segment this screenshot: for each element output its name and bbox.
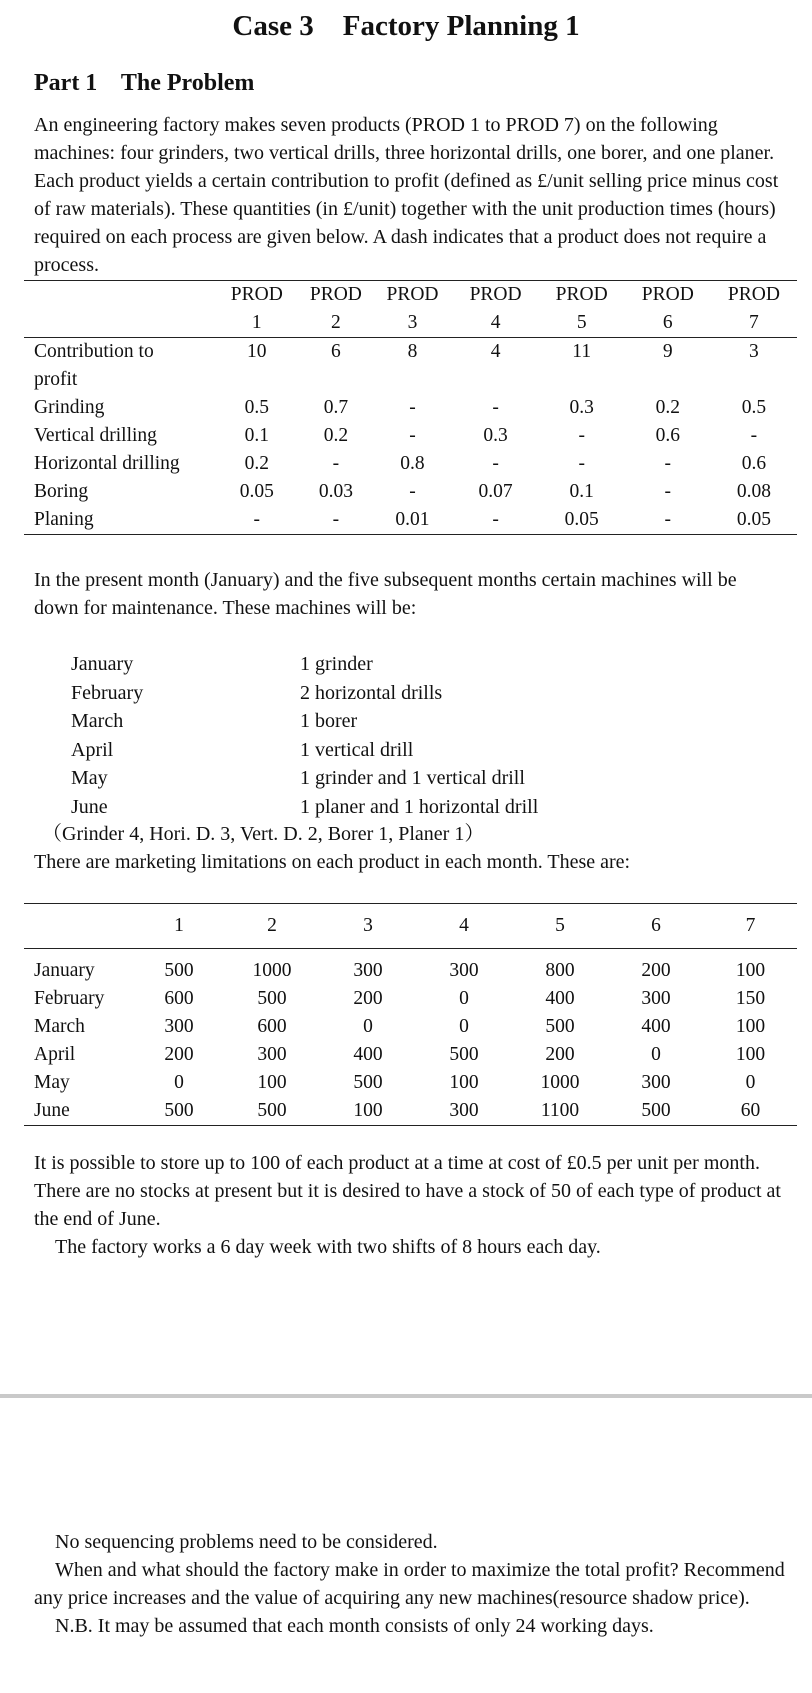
table-cell: 500 (353, 1072, 383, 1093)
table-cell: 0.8 (400, 453, 425, 474)
table-cell: 100 (735, 1016, 766, 1037)
part-heading: Part 1 The Problem (34, 70, 255, 96)
table-cell: 0.7 (323, 397, 349, 418)
maintenance-month: January (71, 653, 134, 675)
intro-paragraph: An engineering factory makes seven products (PROD 1 to PROD 7) on the following machines: four grinders, two vertical drills, three horizontal drills, one borer, and one planer. Each product yields a certain contribution to profit (defined as £/unit selling price minus cost of raw materials). These quantities (in £/unit) together with the unit production times (hours) required on each process are given below. A dash indicates that a product does not require a process. (34, 114, 779, 276)
table-cell: 500 (224, 1097, 320, 1126)
row-month: February (34, 988, 105, 1009)
table-cell: - (578, 425, 585, 446)
table-cell: 0.08 (736, 481, 771, 502)
table-cell: - (214, 506, 299, 535)
table-cell: - (625, 506, 711, 535)
case-title: Case 3 Factory Planning 1 (232, 10, 580, 42)
maintenance-machines: 1 borer (300, 710, 358, 732)
table-cell: 10 (247, 341, 267, 362)
table-row (24, 1041, 797, 1069)
header-prod: PROD (214, 281, 299, 310)
table-cell: - (492, 453, 499, 474)
header-prod-number: 7 (711, 309, 797, 338)
table-cell: 500 (257, 988, 287, 1009)
table-cell: 0.01 (372, 506, 452, 535)
table-cell: - (664, 481, 672, 502)
maintenance-month: June (71, 795, 108, 818)
table-cell: 0.1 (244, 425, 269, 446)
table-cell: 0.2 (323, 425, 349, 446)
table-cell: 0.05 (711, 506, 797, 535)
table-cell: - (332, 453, 340, 474)
table-row (24, 985, 797, 1013)
table-cell: 0 (459, 1016, 469, 1037)
header-product: 7 (704, 904, 797, 949)
table-cell: 600 (164, 988, 194, 1009)
header-prod: PROD (453, 281, 539, 310)
table-cell: 500 (449, 1044, 479, 1065)
table-cell: 0.05 (239, 481, 274, 502)
table-cell: 0.03 (318, 481, 353, 502)
maintenance-month: March (71, 710, 124, 732)
question-paragraph: When and what should the factory make in order to maximize the total profit? Recommend any price increases and the value of acquiring any new machines(resource shadow price). (34, 1559, 785, 1609)
table-cell: 300 (449, 960, 479, 981)
table-cell: 200 (641, 960, 671, 981)
table-cell: 1000 (540, 1072, 580, 1093)
table-cell: 100 (735, 1044, 766, 1065)
storage-section (34, 1149, 786, 1261)
table-cell: 300 (416, 1097, 512, 1126)
header-prod: PROD (299, 281, 372, 310)
table-cell: 500 (545, 1016, 575, 1037)
header-product: 5 (512, 904, 608, 949)
table-cell: 0.2 (244, 453, 269, 474)
table-cell: 8 (407, 341, 418, 362)
row-label: Boring (34, 481, 89, 502)
table-cell: 100 (449, 1072, 479, 1093)
header-prod-number: 1 (214, 309, 299, 338)
table-cell: 600 (257, 1016, 287, 1037)
table-cell: 400 (353, 1044, 383, 1065)
table-cell: 200 (353, 988, 383, 1009)
header-prod-number: 4 (453, 309, 539, 338)
table-cell: 150 (735, 988, 766, 1009)
row-month: May (34, 1072, 70, 1093)
row-label: Vertical drilling (34, 425, 157, 446)
table-row (24, 338, 797, 395)
header-prod-number: 2 (299, 309, 372, 338)
table-cell: 0.2 (655, 397, 680, 418)
table-cell: 0.07 (478, 481, 513, 502)
header-prod: PROD (539, 281, 625, 310)
table-cell: 0.6 (741, 453, 767, 474)
table-cell: 1000 (252, 960, 292, 981)
header-corner (24, 309, 214, 338)
table-cell: 500 (134, 1097, 224, 1126)
table-cell: 3 (749, 341, 759, 362)
table-row (24, 506, 797, 535)
header-product: 3 (320, 904, 416, 949)
header-prod: PROD (372, 281, 452, 310)
table-cell: 800 (545, 960, 575, 981)
header-prod: PROD (711, 281, 797, 310)
header-product: 4 (416, 904, 512, 949)
page-divider (0, 1394, 812, 1398)
row-month: April (34, 1044, 76, 1065)
header-prod-number: 5 (539, 309, 625, 338)
table-cell: 500 (608, 1097, 704, 1126)
sequencing-note: No sequencing problems need to be considered. (55, 1531, 438, 1553)
table-header-row (24, 904, 797, 949)
row-month: March (34, 1016, 85, 1037)
table-cell: 0 (651, 1044, 661, 1065)
table-row (24, 422, 797, 450)
header-corner (24, 904, 134, 949)
table-cell: 0.3 (483, 425, 508, 446)
table-cell: 100 (320, 1097, 416, 1126)
table-cell: 300 (353, 960, 383, 981)
table-cell: 200 (164, 1044, 194, 1065)
table-cell: 0.1 (569, 481, 594, 502)
table-row (24, 394, 797, 422)
header-prod-number: 3 (372, 309, 452, 338)
maintenance-month: February (71, 681, 144, 704)
table-row (24, 1013, 797, 1041)
table-cell: 9 (662, 341, 673, 362)
capacity-note: （Grinder 4, Hori. D. 3, Vert. D. 2, Borer 1, Planer 1） (42, 823, 485, 845)
table-row (24, 478, 797, 506)
header-prod-number: 6 (625, 309, 711, 338)
table-cell: 100 (735, 960, 766, 981)
row-label: Horizontal drilling (34, 453, 180, 474)
table-cell: 300 (641, 1072, 671, 1093)
row-label: Planing (24, 506, 214, 535)
table-cell: 300 (164, 1016, 194, 1037)
table-cell: 0.5 (244, 397, 269, 418)
storage-paragraph: It is possible to store up to 100 of each product at a time at cost of £0.5 per unit per month. There are no stocks at present but it is desired to have a stock of 50 of each type of product at the end of June. (34, 1152, 781, 1230)
table-cell: - (750, 425, 758, 446)
table-row (24, 1097, 797, 1126)
shifts-paragraph: The factory works a 6 day week with two shifts of 8 hours each day. (55, 1236, 601, 1258)
table-cell: 0 (174, 1072, 184, 1093)
table-cell: 0 (363, 1016, 373, 1037)
table-cell: - (409, 481, 416, 502)
table-cell: 4 (490, 341, 501, 362)
table-row (24, 949, 797, 986)
maintenance-month: April (71, 738, 114, 761)
table-cell: 0.5 (741, 397, 767, 418)
row-label: Grinding (34, 397, 105, 418)
table-cell: - (409, 425, 416, 446)
header-product: 2 (224, 904, 320, 949)
product-requirements-table (24, 280, 797, 535)
table-cell: 1100 (512, 1097, 608, 1126)
row-label: Contribution to profit (34, 341, 154, 390)
table-cell: 400 (641, 1016, 671, 1037)
marketing-limits-table (24, 903, 797, 1126)
table-cell: 300 (641, 988, 671, 1009)
table-cell: 0 (459, 988, 469, 1009)
table-row (24, 1069, 797, 1097)
table-cell: 400 (545, 988, 575, 1009)
maintenance-machines: 1 grinder (300, 653, 373, 675)
maintenance-machines: 1 planer and 1 horizontal drill (300, 795, 539, 818)
table-header-row (24, 309, 797, 338)
marketing-intro: There are marketing limitations on each product in each month. These are: (34, 851, 631, 873)
header-product: 1 (134, 904, 224, 949)
maintenance-machines: 1 grinder and 1 vertical drill (300, 767, 525, 789)
table-cell: 0.3 (569, 397, 594, 418)
maintenance-month: May (71, 767, 108, 789)
table-cell: 6 (331, 341, 341, 362)
table-cell: 300 (257, 1044, 287, 1065)
question-section (34, 1528, 786, 1640)
header-product: 6 (608, 904, 704, 949)
row-month: January (34, 960, 95, 981)
table-cell: 100 (257, 1072, 287, 1093)
table-cell: 60 (704, 1097, 797, 1126)
row-month: June (24, 1097, 134, 1126)
table-cell: 0.05 (539, 506, 625, 535)
table-cell: - (492, 397, 499, 418)
table-cell: 200 (545, 1044, 575, 1065)
table-cell: 500 (164, 960, 194, 981)
table-cell: - (664, 453, 672, 474)
header-corner (24, 281, 214, 310)
maintenance-machines: 2 horizontal drills (300, 681, 443, 704)
maintenance-paragraph: In the present month (January) and the five subsequent months certain machines will be down for maintenance. These machines will be: (34, 569, 737, 619)
table-cell: - (578, 453, 585, 474)
maintenance-machines: 1 vertical drill (300, 738, 414, 761)
table-cell: - (409, 397, 416, 418)
table-header-row (24, 281, 797, 310)
table-cell: 11 (572, 341, 592, 362)
table-cell: 0 (745, 1072, 756, 1093)
table-cell: - (453, 506, 539, 535)
table-cell: 0.6 (655, 425, 680, 446)
table-row (24, 450, 797, 478)
header-prod: PROD (625, 281, 711, 310)
table-cell: - (299, 506, 372, 535)
nb-note: N.B. It may be assumed that each month consists of only 24 working days. (55, 1615, 654, 1637)
